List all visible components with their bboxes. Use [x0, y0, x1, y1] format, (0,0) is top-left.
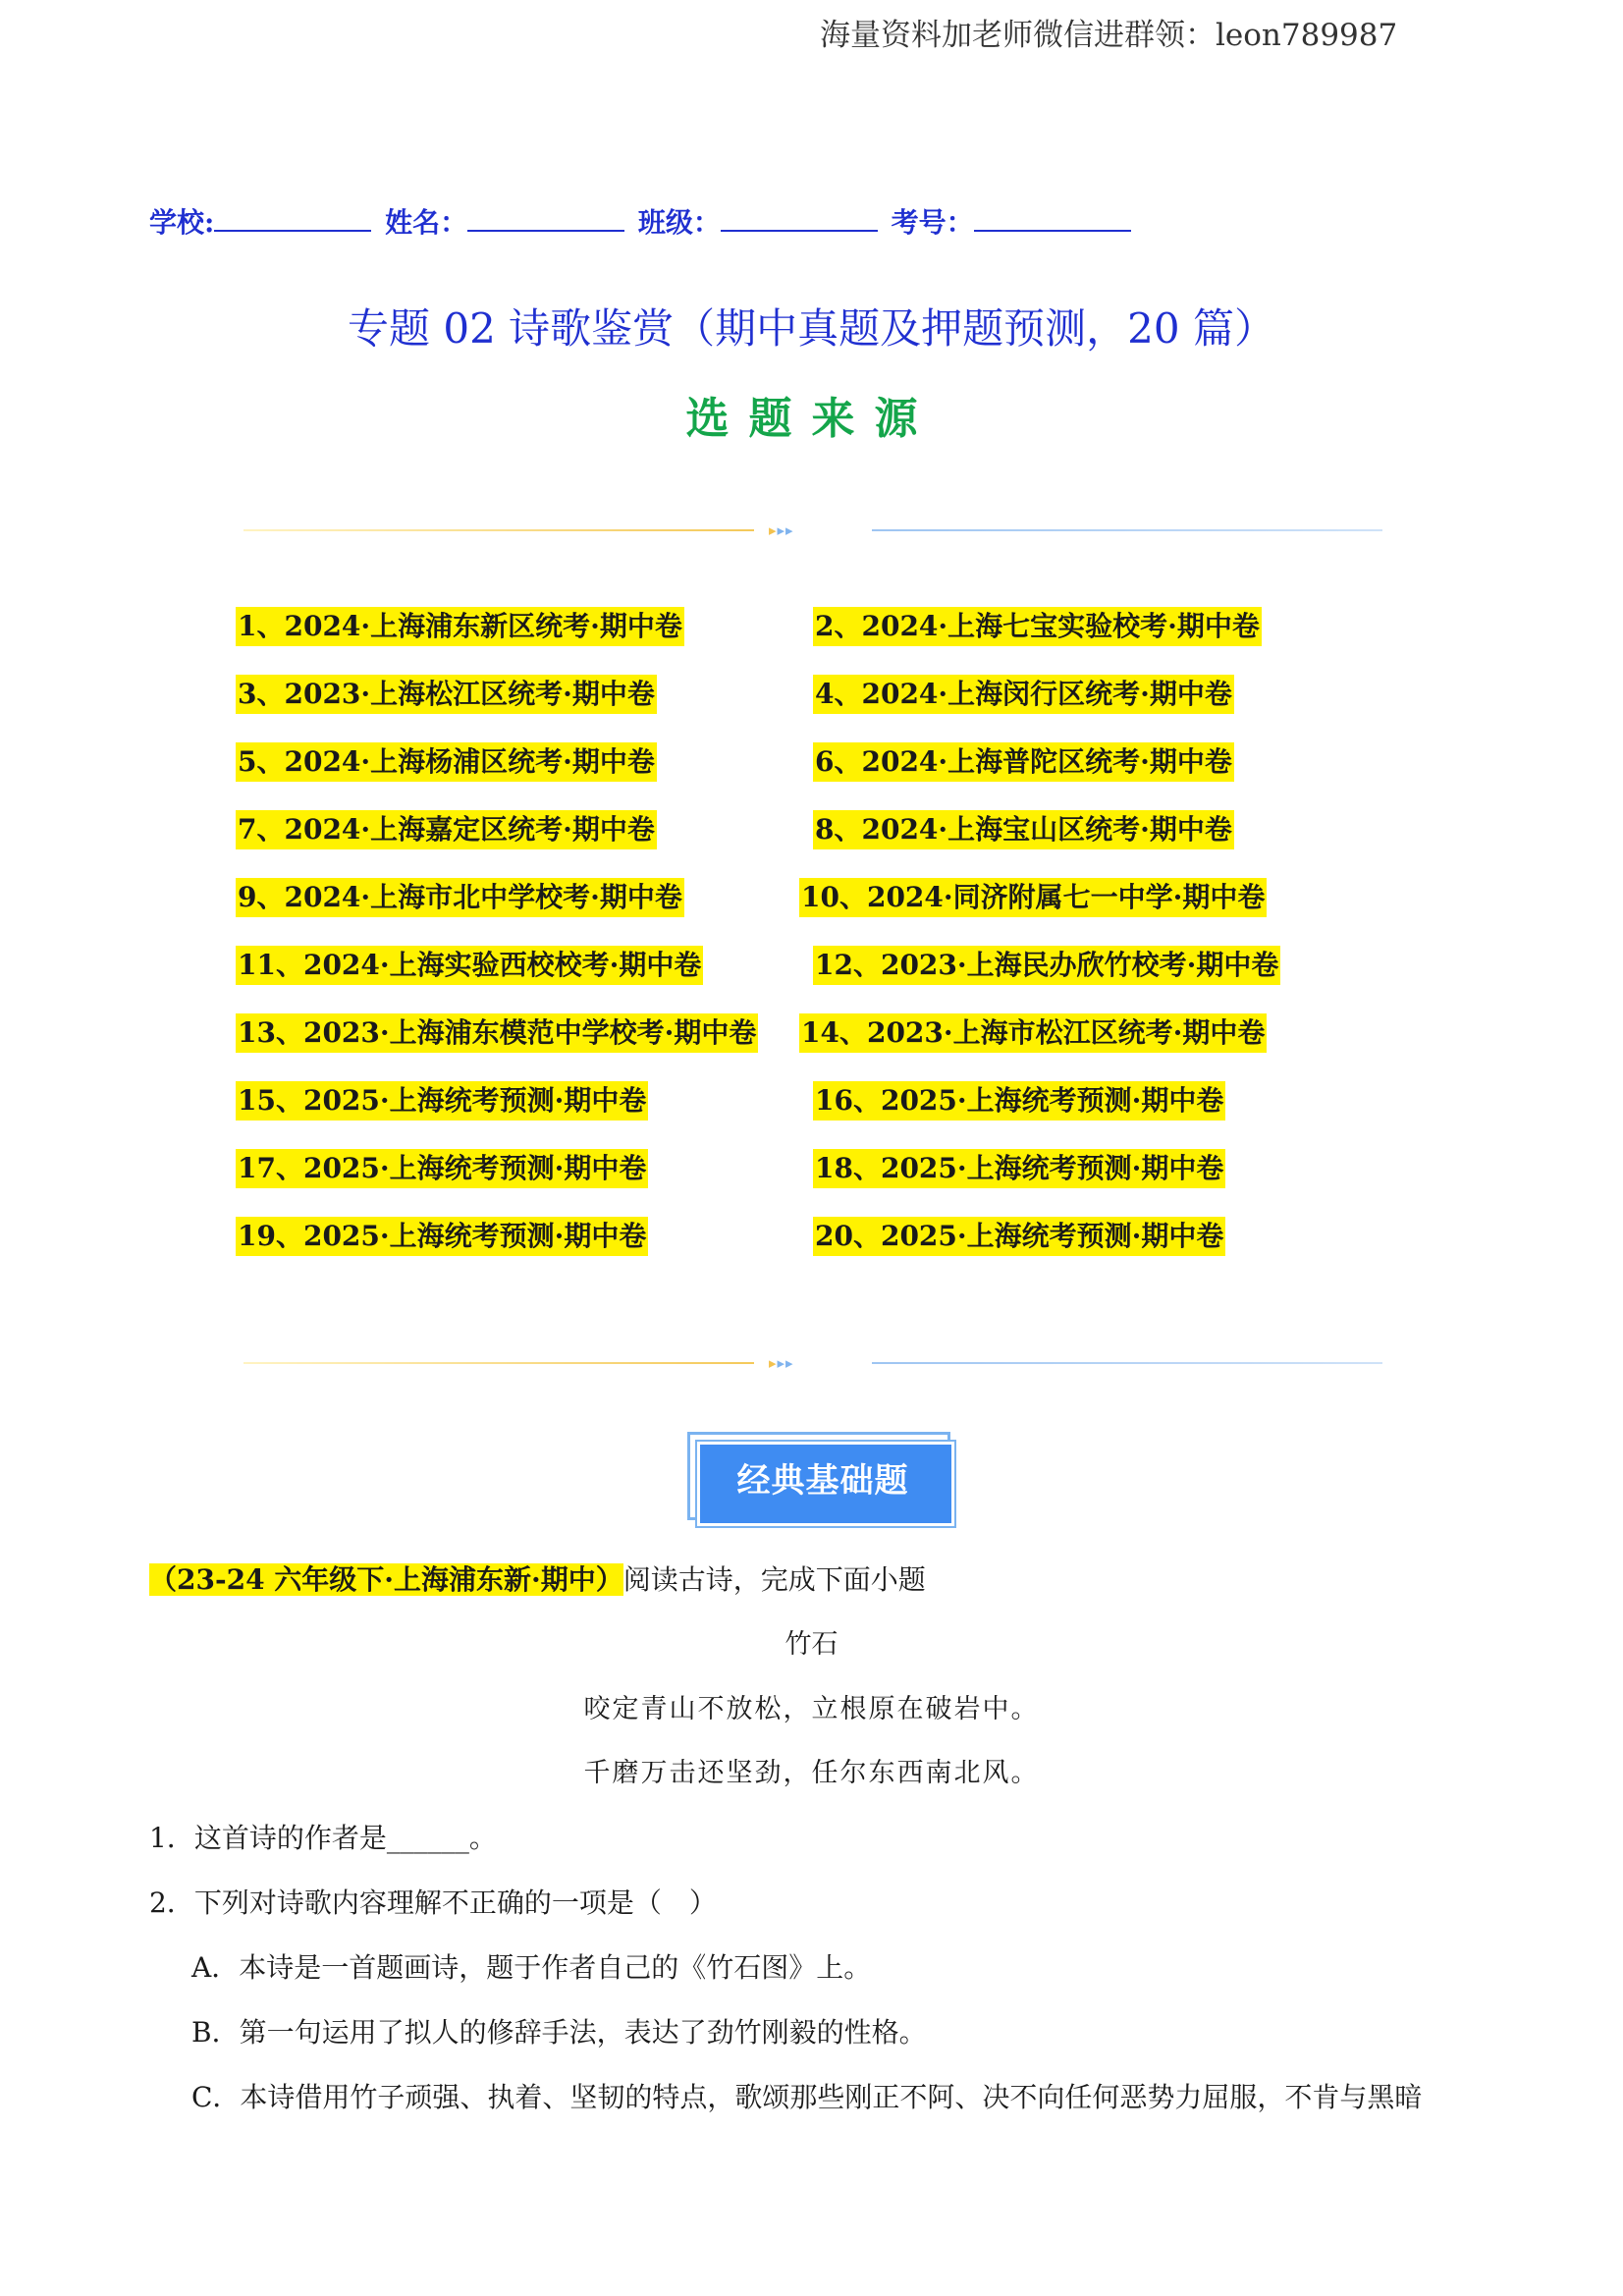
- divider-line-left: [243, 529, 754, 531]
- poem-line: 咬定青山不放松，立根原在破岩中。: [583, 1694, 1040, 1724]
- source-item: 12、2023·上海民办欣竹校考·期中卷: [813, 946, 1280, 985]
- question-intro: [149, 1558, 926, 1598]
- arrow-icon: ▸▸▸: [769, 521, 794, 539]
- answer-option-a: A．本诗是一首题画诗，题于作者自己的《竹石图》上。: [191, 1951, 872, 1984]
- source-item: 3、2023·上海松江区统考·期中卷: [236, 675, 657, 714]
- source-item: 8、2024·上海宝山区统考·期中卷: [813, 810, 1234, 849]
- source-item: 4、2024·上海闵行区统考·期中卷: [813, 675, 1234, 714]
- exam-no-label: 考号：: [891, 206, 974, 239]
- question-item: 2．下列对诗歌内容理解不正确的一项是（ ）: [149, 1886, 717, 1919]
- school-label: 学校:: [149, 206, 215, 239]
- source-item: 13、2023·上海浦东模范中学校考·期中卷: [236, 1013, 758, 1053]
- exam-no-blank[interactable]: [974, 204, 1131, 232]
- poem-title: 竹石: [784, 1629, 839, 1660]
- question-instruction: 阅读古诗，完成下面小题: [622, 1563, 926, 1596]
- section-badge: [687, 1432, 952, 1526]
- name-blank[interactable]: [467, 204, 624, 232]
- poem-line: 千磨万击还坚劲，任尔东西南北风。: [583, 1758, 1040, 1788]
- source-item: 5、2024·上海杨浦区统考·期中卷: [236, 742, 657, 782]
- section-subtitle: 选题来源: [685, 394, 938, 444]
- badge-label: 经典基础题: [736, 1461, 909, 1501]
- student-info-line: [149, 201, 1135, 241]
- divider-line-left: [243, 1362, 754, 1364]
- source-item: 2、2024·上海七宝实验校考·期中卷: [813, 607, 1262, 646]
- source-item: 17、2025·上海统考预测·期中卷: [236, 1149, 648, 1188]
- source-item: 7、2024·上海嘉定区统考·期中卷: [236, 810, 657, 849]
- answer-option-b: B．第一句运用了拟人的修辞手法，表达了劲竹刚毅的性格。: [191, 2016, 927, 2049]
- school-blank[interactable]: [214, 204, 371, 232]
- source-item: 9、2024·上海市北中学校考·期中卷: [236, 878, 684, 917]
- source-item: 20、2025·上海统考预测·期中卷: [813, 1217, 1225, 1256]
- answer-option-c: C．本诗借用竹子顽强、执着、坚韧的特点，歌颂那些刚正不阿、决不向任何恶势力屈服，不肯与黑暗: [191, 2081, 1423, 2113]
- document-title: 专题 02 诗歌鉴赏（期中真题及押题预测，20 篇）: [348, 304, 1275, 353]
- watermark: 海量资料加老师微信进群领：leon789987: [820, 18, 1398, 53]
- source-item: 10、2024·同济附属七一中学·期中卷: [799, 878, 1267, 917]
- question-item: 1．这首诗的作者是______。: [149, 1822, 497, 1854]
- source-item: 16、2025·上海统考预测·期中卷: [813, 1081, 1225, 1121]
- divider-line-right: [872, 1362, 1382, 1364]
- divider-bottom: [243, 1353, 1382, 1373]
- name-label: 姓名：: [385, 206, 468, 239]
- question-source-tag: （23-24 六年级下·上海浦东新·期中）: [149, 1563, 623, 1596]
- arrow-icon: ▸▸▸: [769, 1354, 794, 1372]
- source-item: 18、2025·上海统考预测·期中卷: [813, 1149, 1225, 1188]
- source-item: 14、2023·上海市松江区统考·期中卷: [799, 1013, 1267, 1053]
- divider-line-right: [872, 529, 1382, 531]
- class-blank[interactable]: [721, 204, 878, 232]
- source-item: 11、2024·上海实验西校校考·期中卷: [236, 946, 703, 985]
- source-item: 19、2025·上海统考预测·期中卷: [236, 1217, 648, 1256]
- source-item: 6、2024·上海普陀区统考·期中卷: [813, 742, 1234, 782]
- divider-top: [243, 520, 1382, 540]
- class-label: 班级：: [637, 206, 721, 239]
- source-item: 15、2025·上海统考预测·期中卷: [236, 1081, 648, 1121]
- source-item: 1、2024·上海浦东新区统考·期中卷: [236, 607, 684, 646]
